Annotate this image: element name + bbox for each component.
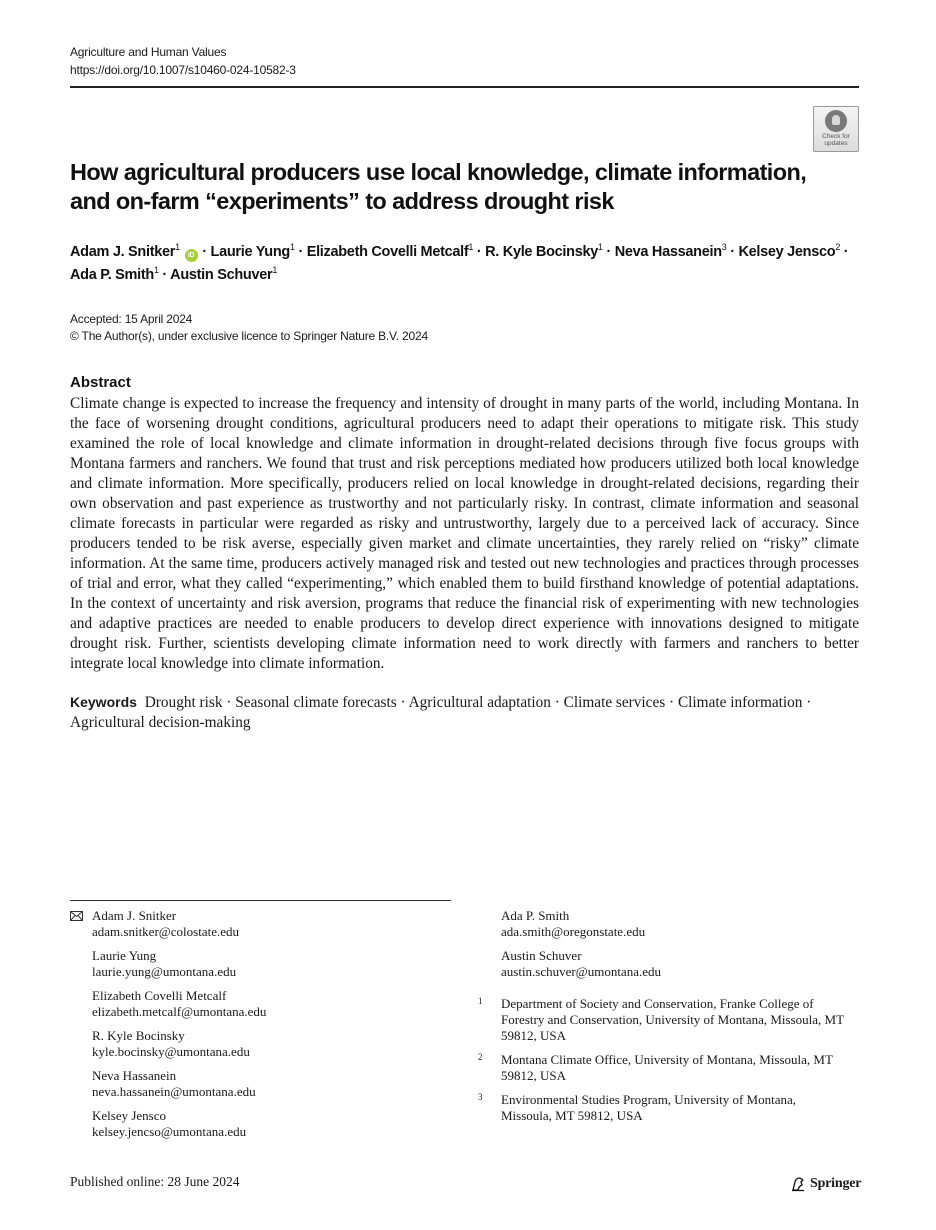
header-rule <box>70 86 859 88</box>
article-dates <box>70 311 428 345</box>
affiliation-item <box>478 1052 848 1084</box>
keyword-separator: · <box>806 694 812 711</box>
author-name[interactable]: Adam J. Snitker <box>70 244 176 260</box>
contact-email[interactable]: laurie.yung@umontana.edu <box>92 964 237 979</box>
contact-name: R. Kyle Bocinsky <box>92 1028 185 1043</box>
contact-email[interactable]: kelsey.jencso@umontana.edu <box>92 1124 247 1139</box>
affiliation-text: Department of Society and Conservation, Franke College of Forestry and Conservation, University of Montana, Missoula, MT 59812, USA <box>501 996 844 1043</box>
affiliation-item <box>478 996 848 1044</box>
author-affiliation-mark: 3 <box>721 242 727 252</box>
contact-email[interactable]: kyle.bocinsky@umontana.edu <box>92 1044 250 1059</box>
affiliations <box>478 996 848 1132</box>
contact-name: Austin Schuver <box>501 948 582 963</box>
author-name[interactable]: Elizabeth Covelli Metcalf <box>306 244 469 260</box>
author-name[interactable]: Neva Hassanein <box>614 244 722 260</box>
springer-horse-icon <box>790 1176 806 1192</box>
title-line-2: and on-farm “experiments” to address drought risk <box>70 188 614 214</box>
published-online-date: Published online: 28 June 2024 <box>70 1174 240 1189</box>
author-separator: · <box>843 244 849 260</box>
contact-block <box>92 908 442 940</box>
contact-name: Laurie Yung <box>92 948 157 963</box>
title-line-1: How agricultural producers use local knowledge, climate information, <box>70 159 807 185</box>
keyword-separator: · <box>669 694 675 711</box>
keyword: Drought risk <box>144 694 223 711</box>
abstract-text: Climate change is expected to increase the frequency and intensity of drought in many parts of the world, including Montana. In the face of worsening drought conditions, agricultural producers need to adapt their operations to mitigate risk. This study examined the role of local knowledge and climate information in drought-related decisions through five focus groups with Montana farmers and ranchers. We found that trust and risk perceptions mediated how producers utilized both local knowledge and climate information. More specifically, producers relied on local knowledge in drought-related decisions, regarding their own observation and past experience as trustworthy and not particularly risky. In contrast, climate information and seasonal climate forecasts in particular were regarded as risky and untrustworthy, largely due to a perceived lack of accuracy. Since producers tended to be risk averse, especially given market and climate uncertainties, they rarely relied on “risky” climate information. At the same time, producers actively managed risk and tested out new technologies and practices through processes of trial and error, what they called “experimenting,” which enabled them to build firsthand knowledge of potential adaptations. In the context of uncertainty and risk aversion, programs that reduce the financial risk of experimenting with new technologies and adaptive practices are needed to enable producers to develop direct experience with innovations designed to mitigate drought risk. Further, scientists developing climate information need to work directly with farmers and ranchers to better integrate local knowledge into climate information. <box>70 395 859 672</box>
author-name[interactable]: Laurie Yung <box>210 244 290 260</box>
author-affiliation-mark: 1 <box>598 242 603 252</box>
contact-email[interactable]: adam.snitker@colostate.edu <box>92 924 239 939</box>
keyword: Climate services <box>563 694 666 711</box>
author-affiliation-mark: 1 <box>272 265 278 275</box>
author-separator: · <box>298 244 303 260</box>
affiliation-item <box>478 1092 848 1124</box>
author-affiliation-mark: 1 <box>175 242 180 252</box>
author-name[interactable]: R. Kyle Bocinsky <box>485 244 598 260</box>
contact-email[interactable]: austin.schuver@umontana.edu <box>501 964 661 979</box>
contact-block <box>92 988 442 1020</box>
author-name[interactable]: Kelsey Jensco <box>738 244 836 260</box>
contact-email[interactable]: ada.smith@oregonstate.edu <box>501 924 646 939</box>
keyword: Climate information <box>677 694 803 711</box>
contact-block <box>92 948 442 980</box>
crossmark-icon <box>825 110 847 132</box>
contact-name: Kelsey Jensco <box>92 1108 167 1123</box>
author-entry <box>485 244 603 260</box>
author-affiliation-mark: 2 <box>835 242 841 252</box>
copyright-notice: © The Author(s), under exclusive licence to Springer Nature B.V. 2024 <box>70 329 428 343</box>
author-affiliation-mark: 1 <box>289 242 295 252</box>
keywords <box>70 692 859 733</box>
corresponding-contacts-right <box>501 908 851 988</box>
author-entry <box>170 267 277 283</box>
contact-name: Elizabeth Covelli Metcalf <box>92 988 227 1003</box>
author-name[interactable]: Austin Schuver <box>170 267 273 283</box>
keywords-label: Keywords <box>70 694 137 710</box>
envelope-icon <box>70 911 83 921</box>
journal-name: Agriculture and Human Values <box>70 45 227 59</box>
affiliation-number: 1 <box>478 996 483 1006</box>
article-title <box>70 158 830 216</box>
author-entry <box>70 244 199 260</box>
author-affiliation-mark: 1 <box>153 265 159 275</box>
contact-block <box>501 948 851 980</box>
author-separator: · <box>476 244 482 260</box>
keywords-list <box>70 694 811 731</box>
keyword: Agricultural decision-making <box>70 714 251 731</box>
check-for-updates-badge[interactable] <box>813 106 859 152</box>
contact-block <box>92 1108 442 1140</box>
keyword-separator: · <box>226 694 232 711</box>
keyword-separator: · <box>400 694 406 711</box>
author-separator: · <box>606 244 611 260</box>
author-entry <box>70 267 159 283</box>
author-entry <box>738 244 840 260</box>
publisher-logo <box>790 1176 861 1192</box>
footnote-rule <box>70 900 451 901</box>
affiliation-number: 3 <box>478 1092 483 1102</box>
keyword-separator: · <box>554 694 560 711</box>
author-entry <box>211 244 295 260</box>
affiliation-text: Environmental Studies Program, University of Montana, Missoula, MT 59812, USA <box>501 1092 796 1123</box>
accepted-date: Accepted: 15 April 2024 <box>70 312 193 326</box>
corresponding-contacts-left <box>92 908 442 1148</box>
author-separator: · <box>730 244 735 260</box>
contact-email[interactable]: elizabeth.metcalf@umontana.edu <box>92 1004 267 1019</box>
affiliation-text: Montana Climate Office, University of Montana, Missoula, MT 59812, USA <box>501 1052 833 1083</box>
contact-block <box>501 908 851 940</box>
abstract-heading: Abstract <box>70 374 131 391</box>
author-entry <box>307 244 473 260</box>
contact-name: Ada P. Smith <box>501 908 570 923</box>
publisher-name: Springer <box>810 1176 862 1191</box>
author-separator: · <box>162 267 167 283</box>
author-affiliation-mark: 1 <box>468 242 474 252</box>
contact-block <box>92 1028 442 1060</box>
keyword: Seasonal climate forecasts <box>235 694 397 711</box>
author-list <box>70 241 870 287</box>
author-entry <box>615 244 727 260</box>
author-separator: · <box>202 244 207 260</box>
contact-name: Neva Hassanein <box>92 1068 177 1083</box>
contact-email[interactable]: neva.hassanein@umontana.edu <box>92 1084 256 1099</box>
orcid-icon[interactable]: iD <box>185 249 198 262</box>
affiliation-number: 2 <box>478 1052 483 1062</box>
contact-name: Adam J. Snitker <box>92 908 177 923</box>
crossmark-label: Check for updates <box>822 133 850 147</box>
doi-link[interactable]: https://doi.org/10.1007/s10460-024-10582-3 <box>70 63 296 77</box>
keyword: Agricultural adaptation <box>408 694 551 711</box>
contact-block <box>92 1068 442 1100</box>
journal-header <box>70 43 296 79</box>
author-name[interactable]: Ada P. Smith <box>70 267 154 283</box>
